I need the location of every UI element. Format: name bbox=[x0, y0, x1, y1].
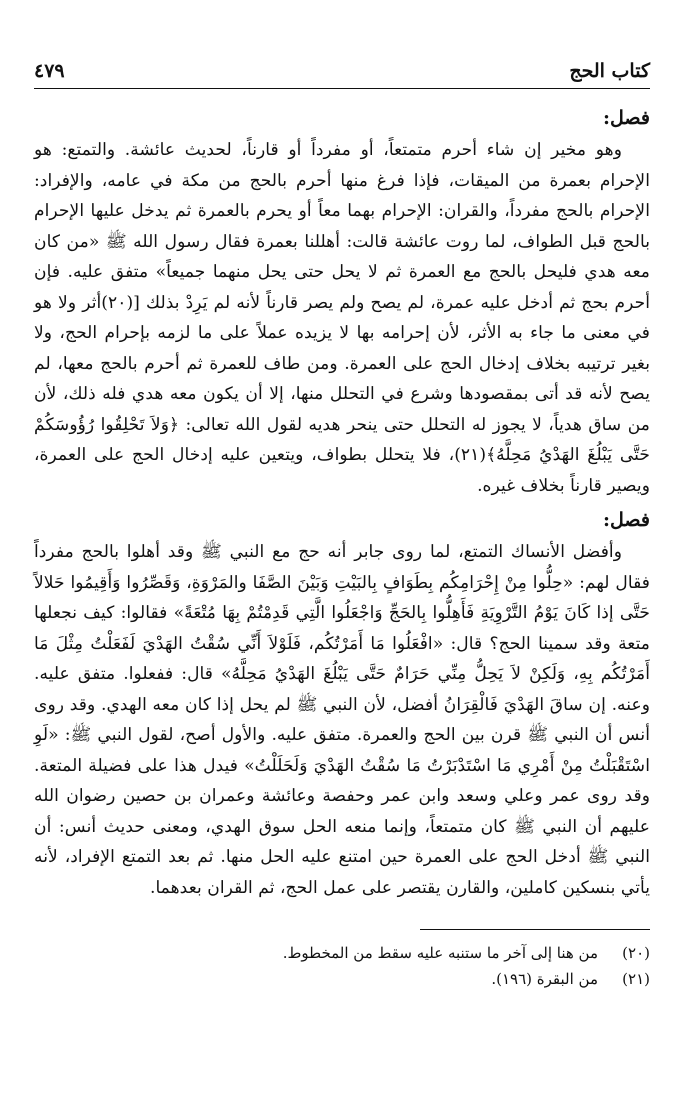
footnotes bbox=[34, 940, 650, 992]
section-paragraph: وهو مخير إن شاء أحرم متمتعاً، أو مفرداً أو قارناً، لحديث عائشة. والتمتع: هو الإحرام بعمرة من الميقات، فإذا فرغ منها أحرم بالحج من مكة في عامه، والإفراد: الإحرام بالحج مفرداً، والقران: الإحرام بهما معاً أو يحرم بالعمرة ثم يدخل عليها الإحرام بالحج قبل الطواف، لما روت عائشة قالت: أهللنا بعمرة فقال رسول الله ﷺ «من كان معه هدي فليحل بالحج مع العمرة ثم لا يحل حتى يحل منهما جميعاً» متفق عليه. فإن أحرم بحج ثم أدخل عليه عمرة، لم يصح ولم يصر قارناً لأنه لم يَرِدْ بذلك [(٢٠)أثر ولا هو في معنى ما جاء به الأثر، لأن إحرامه بها لا يزيده عملاً على ما لزمه بإحرام الحج، ولا بغير ترتيبه بخلاف إدخال الحج على العمرة. ومن طاف للعمرة ثم أحرم بالحج معها، لم يصح لأنه قد أتى بمقصودها وشرع في التحلل منها، إلا أن يكون معه هدي فله ذلك، لأن من ساق هدياً، لا يجوز له التحلل حتى ينحر هديه لقول الله تعالى: ﴿وَلاَ تَحْلِقُوا رُؤُوسَكُمْ حَتَّى يَبْلُغَ الهَدْيُ مَحِلَّهُ﴾(٢١)، فلا يتحلل بطواف، ويتعين عليه إدخال الحج على العمرة، ويصير قارناً بخلاف غيره. bbox=[34, 140, 650, 496]
section-heading: فصل: bbox=[603, 509, 650, 531]
footnote bbox=[34, 966, 650, 992]
footnote-text: من البقرة (١٩٦). bbox=[491, 970, 598, 988]
page-number: ٤٧٩ bbox=[34, 60, 65, 82]
header-divider bbox=[34, 88, 650, 89]
main-text bbox=[34, 103, 650, 903]
section-heading: فصل: bbox=[603, 107, 650, 129]
section-paragraph: وأفضل الأنساك التمتع، لما روى جابر أنه حج مع النبي ﷺ وقد أهلوا بالحج مفرداً فقال لهم: «حِلُّوا مِنْ إِحْرَامِكُم بِطَوَافٍ بِالبَيْتِ وَبَيْنَ الصَّفَا والمَرْوَةِ، وَقَصِّرُوا وَأَقِيمُوا حَلالاً حَتَّى إذا كَانَ يَوْمُ التَّرْوِيَةِ فَأَهِلُّوا بِالحَجِّ وَاجْعَلُوا الَّتِي قَدِمْتُمْ بِهَا مُتْعَةً» فقالوا: كيف نجعلها متعة وقد سمينا الحج؟ قال: «افْعَلُوا مَا أَمَرْتُكُم، فَلَوْلاَ أَنِّي سُقْتُ الهَدْيَ لَفَعَلْتُ مِثْلَ مَا أَمَرْتُكُم بِهِ، وَلَكِنْ لاَ يَحِلُّ مِنِّي حَرَامٌ حَتَّى يَبْلُغَ الهَدْيُ مَحِلَّهُ» قال: ففعلوا. متفق عليه. وعنه. إن ساقَ الهَدْيَ فَالْقِرَانُ أفضل، لأن النبي ﷺ لم يحل إذا كان معه الهدي. وقد روى أنس أن النبي ﷺ قرن بين الحج والعمرة. متفق عليه. والأول أصح، لقول النبي ﷺ: «لَوِ اسْتَقْبَلْتُ مِنْ أَمْرِي مَا اسْتَدْبَرْتُ مَا سُقْتُ الهَدْيَ وَلَحَلَلْتُ» فيدل هذا على فضيلة المتعة. وقد روى عمر وعلي وسعد وابن عمر وحفصة وعائشة وعمران بن حصين رضوان الله عليهم أن النبي ﷺ كان متمتعاً، وإنما منعه الحل سوق الهدي، ومعنى حديث أنس: أن النبي ﷺ أدخل الحج على العمرة حين امتنع عليه الحل منها. ثم بعد التمتع الإفراد، لأنه يأتي بنسكين كاملين، والقارن يقتصر على عمل الحج، ثم القران بعدهما. bbox=[34, 542, 650, 898]
footnote bbox=[34, 940, 650, 966]
footnote-text: من هنا إلى آخر ما ستنبه عليه سقط من المخطوط. bbox=[282, 944, 598, 962]
footnote-number: (٢٠) bbox=[622, 944, 650, 962]
book-title: كتاب الحج bbox=[569, 60, 650, 82]
footnote-number: (٢١) bbox=[622, 970, 650, 988]
running-header bbox=[34, 52, 650, 82]
footnote-divider bbox=[420, 929, 650, 930]
